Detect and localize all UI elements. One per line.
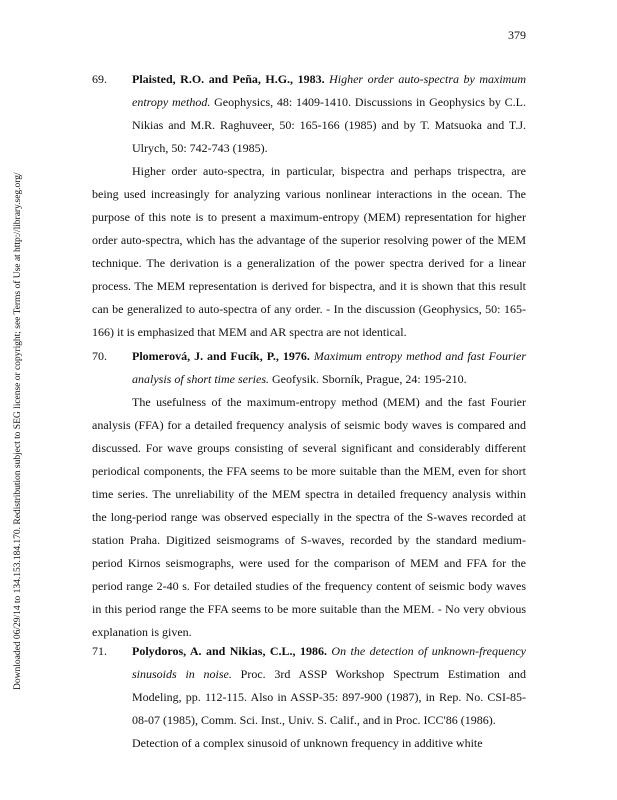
entry-abstract: Higher order auto-spectra, in particular, bispectra and perhaps trispectra, are being used increasingly for analyzing various nonlinear interactions in the ocean. The purpose of this note is to present a maximum-entropy (MEM) representation for higher order auto-spectra, which has the advantage of the superior resolving power of the MEM technique. The derivation is a generalization of the power spectra derived for a linear process. The MEM representation is derived for bispectra, and it is shown that this result can be generalized to auto-spectra of any order. - In the discussion (Geophysics, 50: 165-166) it is emphasized that MEM and AR spectra are not identical. [92,164,526,339]
download-notice-text: Downloaded 06/29/14 to 134.153.184.170. Redistribution subject to SEG license or copyright; see Terms of Use at http://library.seg.org/ [12,172,23,690]
entry-authors: Polydoros, A. and Nikias, C.L., 1986. [132,644,327,658]
entry-abstract: Detection of a complex sinusoid of unknown frequency in additive white [132,736,483,750]
entry-source: Proc. 3rd ASSP Workshop Spectrum Estimation and Modeling, pp. 112-115. Also in ASSP-35: 897-900 (1987), in Rep. No. CSI-85-08-07 (1985), Comm. Sci. Inst., Univ. S. Calif., and in Proc. ICC'86 (1986). [132,667,526,727]
entry-heading [92,345,526,391]
download-notice [12,125,24,690]
entry-authors: Plomerová, J. and Fucík, P., 1976. [132,349,310,363]
bibliography-entry-71 [92,640,526,755]
entry-heading [92,640,526,732]
entry-title: Maximum entropy method and fast Fourier analysis of short time series. [132,349,527,386]
entry-number: 70. [92,349,107,363]
entry-title: Higher order auto-spectra by maximum entropy method. [132,72,527,109]
entry-number: 71. [92,644,107,658]
entry-number: 69. [92,72,107,86]
bibliography-entry-70 [92,345,526,644]
entry-source: Geofysik. Sborník, Prague, 24: 195-210. [269,372,467,386]
entry-source: Geophysics, 48: 1409-1410. Discussions in Geophysics by C.L. Nikias and M.R. Raghuveer, 50: 165-166 (1985) and by T. Matsuoka and T.J. Ulrych, 50: 742-743 (1985). [132,95,526,155]
entry-abstract: The usefulness of the maximum-entropy method (MEM) and the fast Fourier analysis (FFA) for a detailed frequency analysis of seismic body waves is compared and discussed. For wave groups consisting of several significant and considerably different periodical components, the FFA seems to be more suitable than the MEM, even for short time series. The unreliability of the MEM spectra in detailed frequency analysis within the long-period range was observed especially in the spectra of the S-waves recorded at station Praha. Digitized seismograms of S-waves, recorded by the standard medium-period Kirnos seismographs, were used for the comparison of MEM and FFA for the period range 2-40 s. For detailed studies of the frequency content of seismic body waves in this period range the FFA seems to be more suitable than the MEM. - No very obvious explanation is given. [92,395,526,639]
entry-heading [92,68,526,160]
entry-authors: Plaisted, R.O. and Peña, H.G., 1983. [132,72,325,86]
bibliography-entry-69 [92,68,526,344]
page-number: 379 [508,28,526,42]
entry-title: On the detection of unknown-frequency sinusoids in noise. [132,644,526,681]
